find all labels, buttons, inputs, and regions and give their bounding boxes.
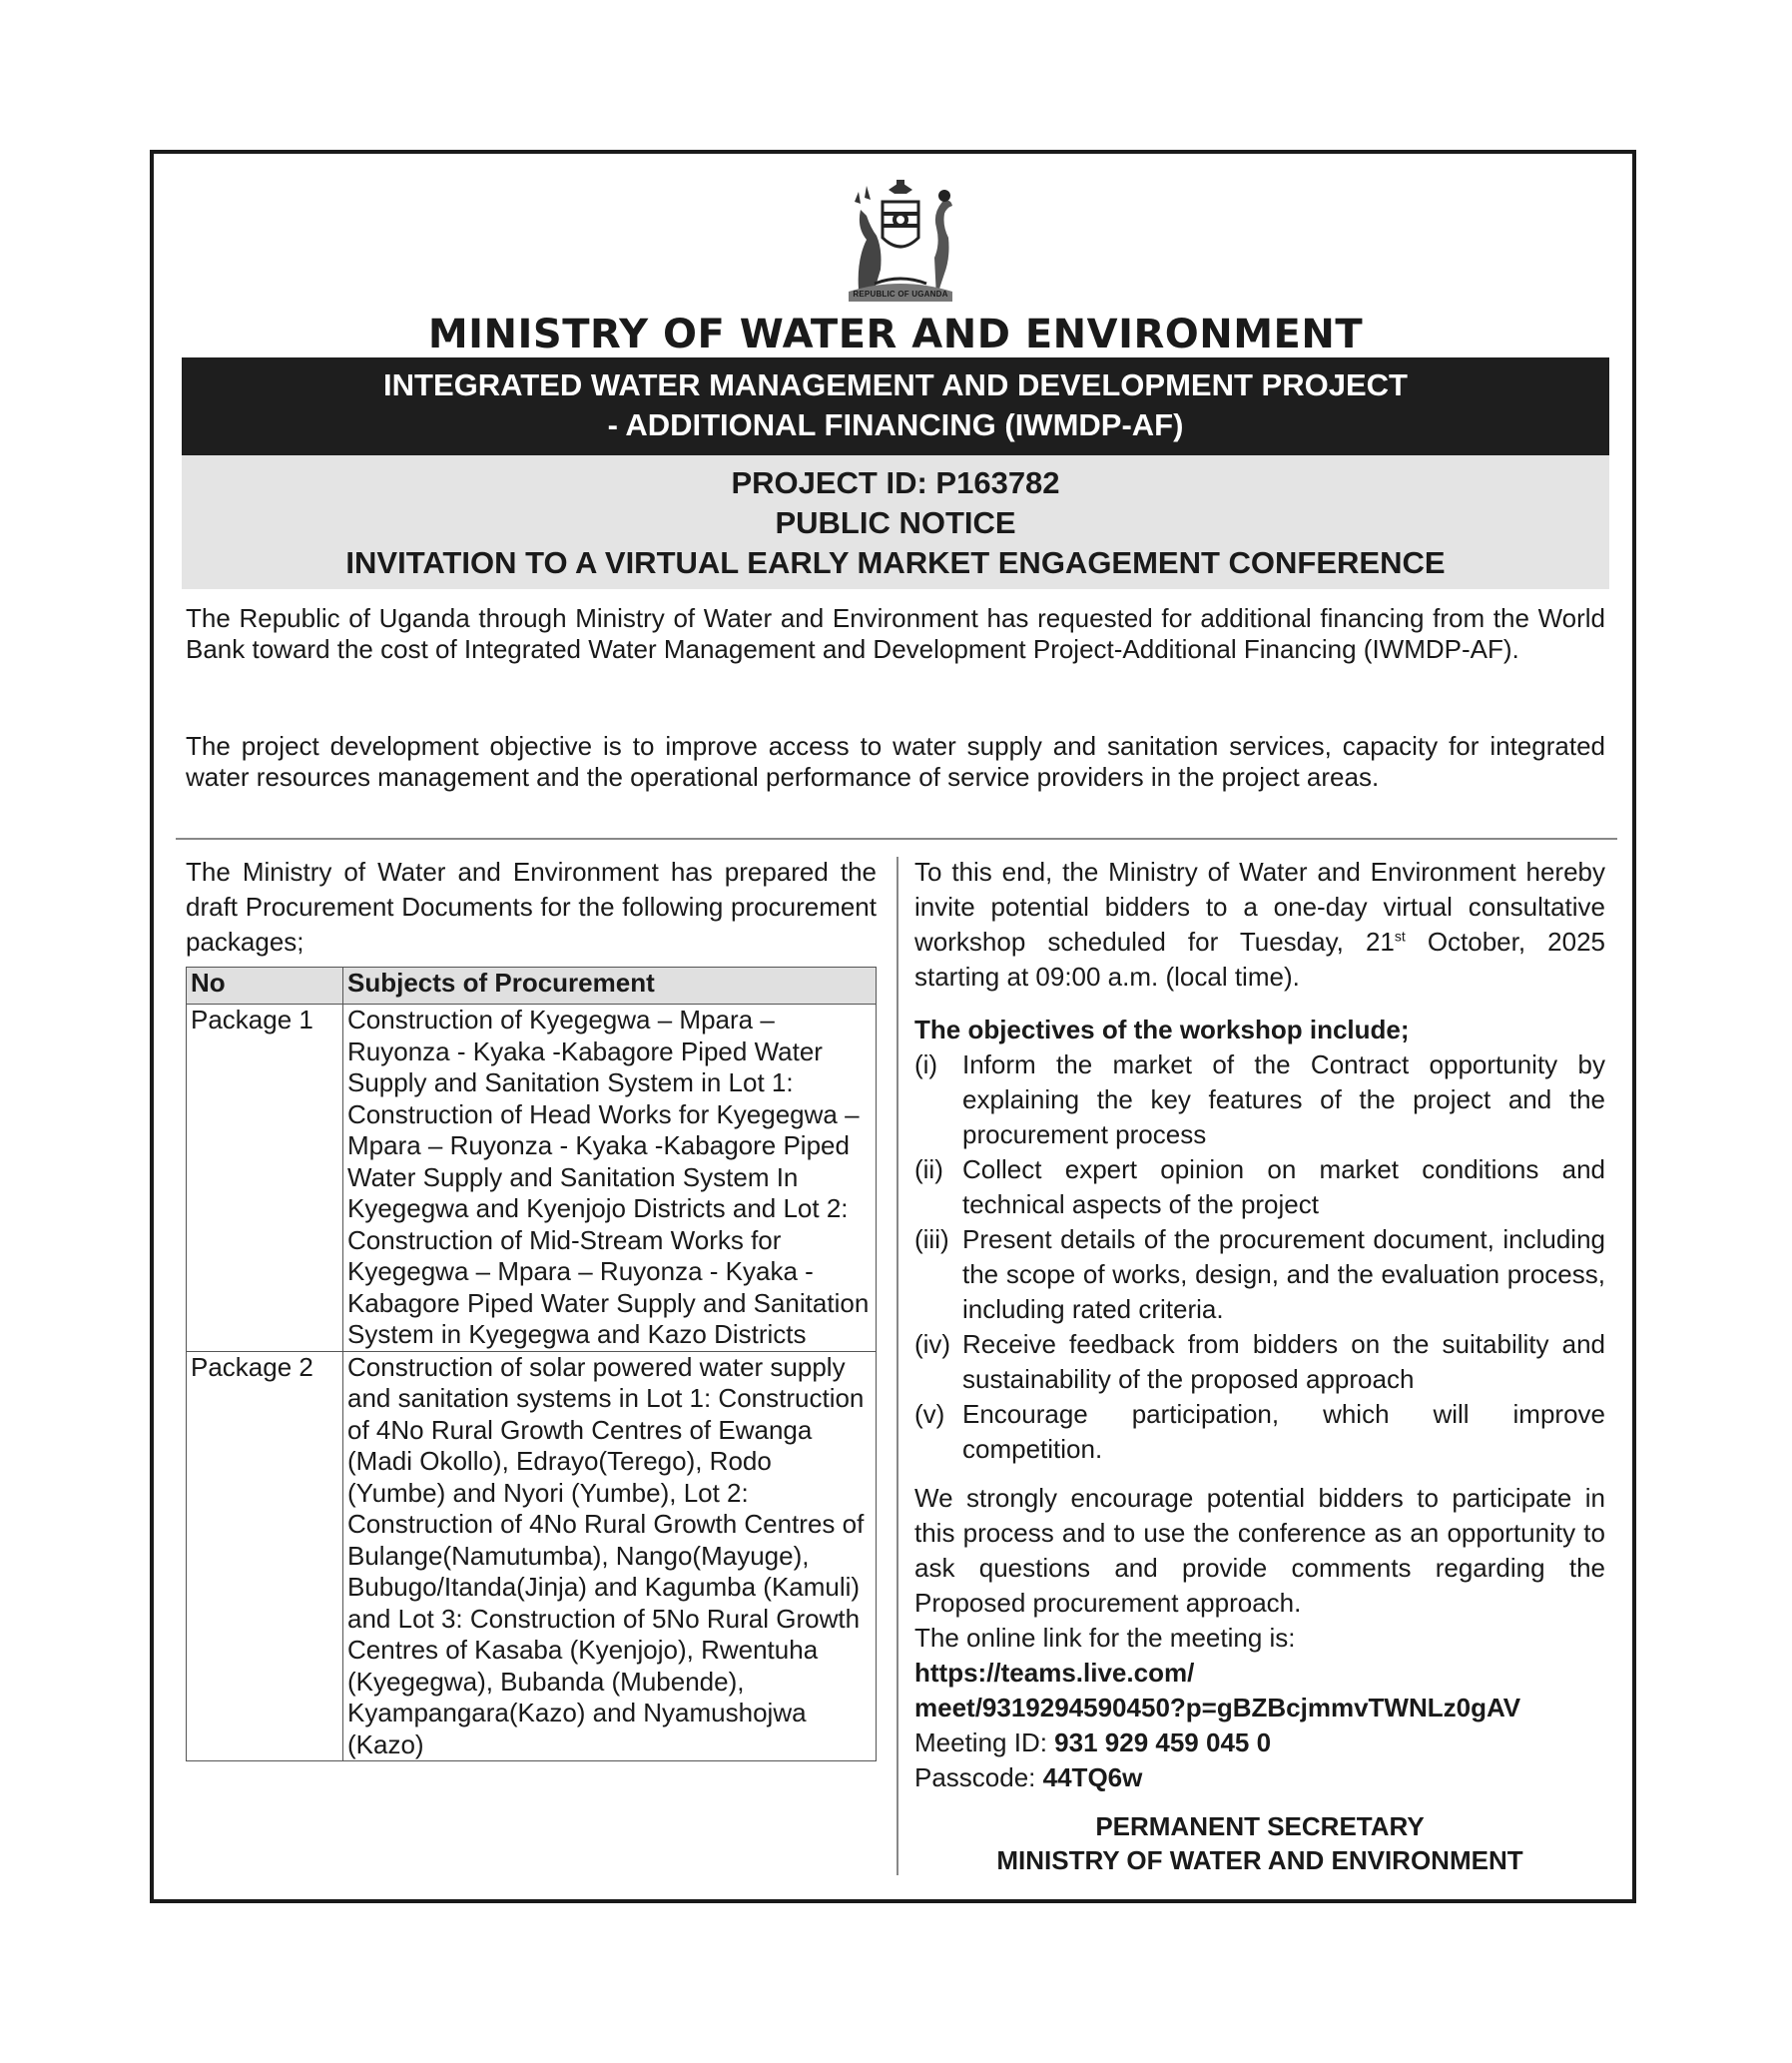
logo-caption: REPUBLIC OF UGANDA <box>853 290 948 299</box>
objective-number: (v) <box>914 1399 945 1429</box>
objective-number: (iv) <box>914 1329 951 1359</box>
procurement-intro: The Ministry of Water and Environment has prepared the draft Procurement Documents for the following procurement packages; <box>186 857 877 957</box>
section-divider <box>176 838 1617 840</box>
right-column <box>914 855 1605 1877</box>
list-item <box>914 1152 1605 1222</box>
left-column <box>186 855 877 960</box>
header-no: No <box>187 968 343 1005</box>
signoff <box>914 1809 1605 1877</box>
meeting-link-label: The online link for the meeting is: <box>914 1623 1296 1653</box>
meeting-link-line2[interactable]: meet/9319294590450?p=gBZBcjmmvTWNLz0gAV <box>914 1693 1521 1722</box>
objective-text: Collect expert opinion on market conditions and technical aspects of the project <box>962 1154 1605 1219</box>
passcode-value: 44TQ6w <box>1042 1762 1143 1792</box>
objectives-heading: The objectives of the workshop include; <box>914 1015 1410 1044</box>
objective-number: (i) <box>914 1049 938 1079</box>
meeting-link[interactable] <box>914 1656 1605 1725</box>
objective-text: Present details of the procurement document, including the scope of works, design, and the evaluation process, including rated criteria. <box>962 1224 1605 1324</box>
procurement-table <box>186 967 877 1761</box>
signoff-organization: MINISTRY OF WATER AND ENVIRONMENT <box>996 1845 1523 1875</box>
table-header-row <box>187 968 877 1005</box>
project-title-line1: INTEGRATED WATER MANAGEMENT AND DEVELOPMENT PROJECT <box>383 367 1408 402</box>
list-item <box>914 1222 1605 1327</box>
notice-heading-band <box>182 455 1609 589</box>
date-ordinal: st <box>1394 928 1406 945</box>
passcode-line <box>914 1760 1605 1795</box>
objectives-list <box>914 1047 1605 1467</box>
ministry-title: MINISTRY OF WATER AND ENVIRONMENT <box>427 312 1364 357</box>
list-item <box>914 1047 1605 1152</box>
project-title-line2: - ADDITIONAL FINANCING (IWMDP-AF) <box>607 407 1184 442</box>
workshop-invitation <box>914 855 1605 995</box>
list-item <box>914 1397 1605 1467</box>
meeting-link-line1[interactable]: https://teams.live.com/ <box>914 1658 1195 1688</box>
table-row <box>187 1005 877 1352</box>
public-notice-heading: PUBLIC NOTICE <box>775 505 1016 540</box>
invitation-heading: INVITATION TO A VIRTUAL EARLY MARKET ENGAGEMENT CONFERENCE <box>345 545 1446 580</box>
table-row <box>187 1351 877 1761</box>
objective-number: (iii) <box>914 1224 949 1254</box>
intro-paragraph-2: The project development objective is to improve access to water supply and sanitation services, capacity for integrated water resources management and the operational performance of service providers in the project areas. <box>186 731 1605 792</box>
meeting-id-line <box>914 1725 1605 1760</box>
objective-text: Inform the market of the Contract opportunity by explaining the key features of the project and the procurement process <box>962 1049 1605 1149</box>
invitation-text: To this end, the Ministry of Water and Environment hereby invite potential bidders to a one-day virtual consultative workshop scheduled for Tuesday, 21 <box>914 857 1605 957</box>
package-number: Package 1 <box>187 1005 343 1352</box>
meeting-id-value: 931 929 459 045 0 <box>1054 1727 1272 1757</box>
passcode-label: Passcode: <box>914 1762 1043 1792</box>
intro-paragraph-1: The Republic of Uganda through Ministry of Water and Environment has requested for additional financing from the World Bank toward the cost of Integrated Water Management and Development Project-Additional Financing (IWMDP-AF). <box>186 603 1605 664</box>
invitation-date-text: October, 2025 starting at 09:00 a.m. (local time). <box>914 927 1605 992</box>
package-number: Package 2 <box>187 1351 343 1761</box>
objective-text: Receive feedback from bidders on the suitability and sustainability of the proposed approach <box>962 1329 1605 1394</box>
encouragement-paragraph: We strongly encourage potential bidders to participate in this process and to use the conference as an opportunity to ask questions and provide comments regarding the Proposed procurement approach. <box>914 1483 1605 1618</box>
objective-text: Encourage participation, which will improve competition. <box>962 1399 1605 1464</box>
signoff-title: PERMANENT SECRETARY <box>1095 1811 1425 1841</box>
objective-number: (ii) <box>914 1154 943 1184</box>
package-subject: Construction of solar powered water supply and sanitation systems in Lot 1: Construction of 4No Rural Growth Centres of Ewanga (Madi Okollo), Edrayo(Terego), Rodo (Yumbe) and Nyori (Yumbe), Lot 2: Construction of 4No Rural Growth Centres of Bulange(Namutumba), Nango(Mayuge), Bubugo/Itanda(Jinja) and Kagumba (Kamuli) and Lot 3: Construction of 5No Rural Growth Centres of Kasaba (Kyenjojo), Rwentuha (Kyegegwa), Bubanda (Mubende), Kyampangara(Kazo) and Nyamushojwa (Kazo) <box>343 1351 877 1761</box>
header-subjects: Subjects of Procurement <box>343 968 877 1005</box>
meeting-id-label: Meeting ID: <box>914 1727 1055 1757</box>
project-id: PROJECT ID: P163782 <box>731 465 1060 500</box>
column-divider <box>896 857 898 1875</box>
uganda-coat-of-arms-icon <box>845 180 956 308</box>
package-subject: Construction of Kyegegwa – Mpara – Ruyonza - Kyaka -Kabagore Piped Water Supply and Sanitation System in Lot 1: Construction of Head Works for Kyegegwa – Mpara – Ruyonza - Kyaka -Kabagore Piped Water Supply and Sanitation System In Kyegegwa and Kyenjojo Districts and Lot 2: Construction of Mid-Stream Works for Kyegegwa – Mpara – Ruyonza - Kyaka -Kabagore Piped Water Supply and Sanitation System in Kyegegwa and Kazo Districts <box>343 1005 877 1352</box>
list-item <box>914 1327 1605 1397</box>
project-title-banner <box>182 357 1609 455</box>
